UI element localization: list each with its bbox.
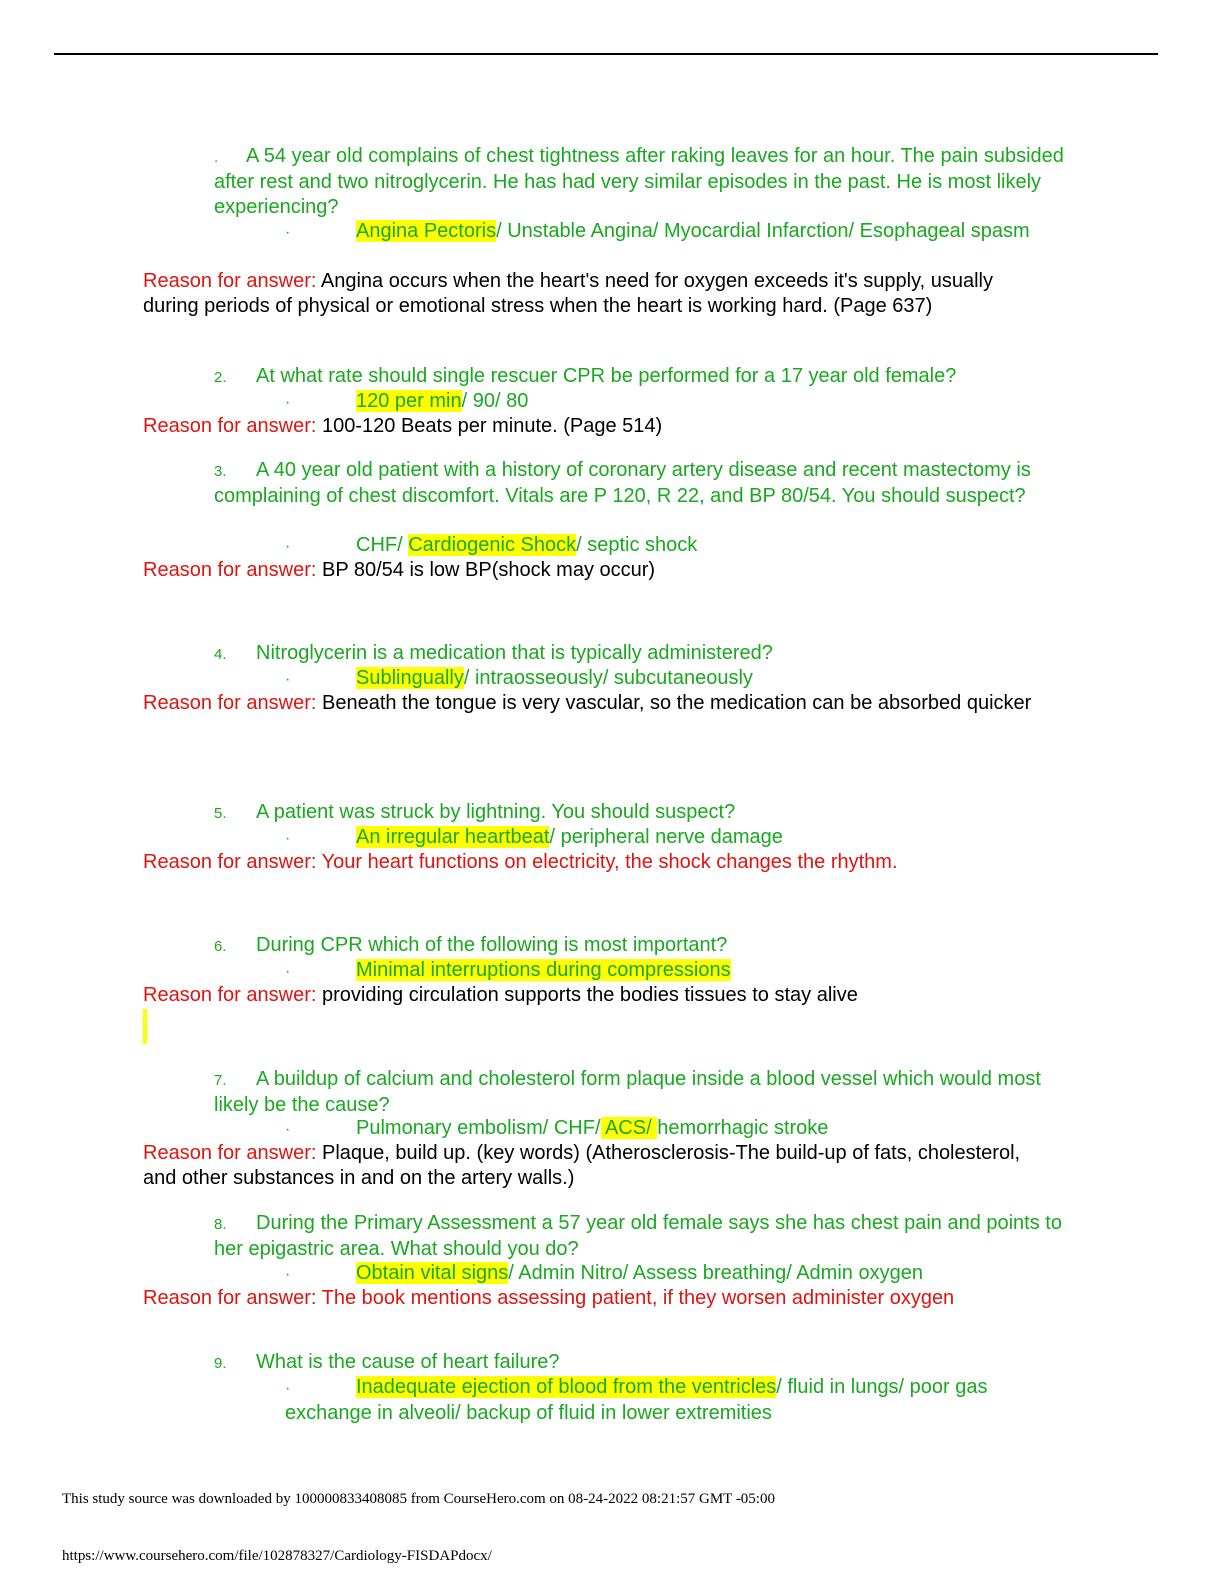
question-number: 6. <box>214 938 227 955</box>
reason-text: Angina occurs when the heart's need for oxygen exceeds it's supply, usually during periods of physical or emotional stress when the heart is working hard. (Page 637) <box>143 270 993 317</box>
answer-options-3: · CHF/ Cardiogenic Shock/ septic shock <box>285 533 1065 559</box>
reason-text: BP 80/54 is low BP(shock may occur) <box>321 559 656 581</box>
reason-label: Reason for answer: <box>143 692 322 714</box>
question-text: Nitroglycerin is a medication that is typically administered? <box>256 642 773 664</box>
answer-options-8: · Obtain vital signs/ Admin Nitro/ Assess breathing/ Admin oxygen <box>285 1261 1065 1287</box>
source-url-link[interactable]: https://www.coursehero.com/file/102878327/Cardiology-FISDAPdocx/ <box>62 1548 492 1564</box>
header-rule <box>54 53 1158 55</box>
reason-5 <box>143 850 1043 875</box>
reason-text: Plaque, build up. (key words) (Atherosclerosis-The build-up of fats, cholesterol, and other substances in and on the artery walls.) <box>143 1142 1021 1189</box>
answer-options-6 <box>285 958 1065 984</box>
reason-label: Reason for answer: <box>143 984 322 1006</box>
reason-2 <box>143 414 1043 439</box>
answer-options-5: · An irregular heartbeat/ peripheral nerve damage <box>285 825 1065 851</box>
correct-answer: Cardiogenic Shock <box>408 534 577 556</box>
reason-6 <box>143 983 1043 1008</box>
question-text: A patient was struck by lightning. You should suspect? <box>256 801 736 823</box>
question-2 <box>214 364 1074 390</box>
bullet-icon: · <box>285 963 291 980</box>
question-number: 5. <box>214 805 227 822</box>
question-text: During CPR which of the following is most important? <box>256 934 728 956</box>
bullet-icon: · <box>285 830 291 847</box>
question-9 <box>214 1350 1074 1376</box>
answer-options-2: · 120 per min/ 90/ 80 <box>285 389 1065 415</box>
question-number: 9. <box>214 1355 227 1372</box>
reason-text: The book mentions assessing patient, if they worsen administer oxygen <box>321 1287 955 1309</box>
question-1 <box>214 144 1074 220</box>
reason-text: Beneath the tongue is very vascular, so the medication can be absorbed quicker <box>321 692 1032 714</box>
bullet-icon: · <box>285 538 291 555</box>
bullet-icon: · <box>285 671 291 688</box>
reason-8 <box>143 1286 1043 1311</box>
reason-label: Reason for answer: <box>143 1287 322 1309</box>
question-6 <box>214 933 1074 959</box>
question-3 <box>214 458 1074 509</box>
highlight-mark <box>143 1009 147 1044</box>
download-notice: This study source was downloaded by 100000833408085 from CourseHero.com on 08-24-2022 08:21:57 GMT -05:00 <box>62 1491 775 1507</box>
question-text: During the Primary Assessment a 57 year old female says she has chest pain and points to her epigastric area. What should you do? <box>214 1212 1062 1260</box>
correct-answer: ACS/ <box>600 1117 658 1139</box>
question-number: 4. <box>214 646 227 663</box>
reason-4 <box>143 691 1043 716</box>
correct-answer: Obtain vital signs <box>356 1262 509 1284</box>
reason-text: providing circulation supports the bodies tissues to stay alive <box>321 984 858 1006</box>
answer-options-1: · Angina Pectoris/ Unstable Angina/ Myocardial Infarction/ Esophageal spasm <box>285 219 1065 245</box>
question-text: A 54 year old complains of chest tightness after raking leaves for an hour. The pain subsided after rest and two nitroglycerin. He has had very similar episodes in the past. He is most likely experiencing? <box>214 145 1064 218</box>
bullet-icon: · <box>285 394 291 411</box>
reason-label: Reason for answer: <box>143 851 322 873</box>
answer-options-7: · Pulmonary embolism/ CHF/ ACS/ hemorrhagic stroke <box>285 1116 1065 1142</box>
answer-options-4: · Sublingually/ intraosseously/ subcutaneously <box>285 666 1065 692</box>
bullet-icon: · <box>285 224 291 241</box>
reason-label: Reason for answer: <box>143 1142 322 1164</box>
question-8 <box>214 1211 1074 1262</box>
question-number: 7. <box>214 1072 227 1089</box>
question-5 <box>214 800 1074 826</box>
bullet-icon: · <box>285 1266 291 1283</box>
reason-3 <box>143 558 1043 583</box>
question-number: 3. <box>214 463 227 480</box>
reason-7 <box>143 1141 1043 1191</box>
correct-answer: Inadequate ejection of blood from the ventricles <box>356 1376 777 1398</box>
question-text: What is the cause of heart failure? <box>256 1351 560 1373</box>
question-text: At what rate should single rescuer CPR be performed for a 17 year old female? <box>256 365 957 387</box>
bullet-icon: · <box>285 1121 291 1138</box>
correct-answer: 120 per min <box>356 390 462 412</box>
question-7 <box>214 1067 1074 1118</box>
reason-text: Your heart functions on electricity, the shock changes the rhythm. <box>321 851 898 873</box>
bullet-icon: · <box>285 1380 291 1397</box>
reason-text: 100-120 Beats per minute. (Page 514) <box>321 415 663 437</box>
answer-options-9: · Inadequate ejection of blood from the ventricles/ fluid in lungs/ poor gas exchange in alveoli/ backup of fluid in lower extremities <box>285 1376 988 1424</box>
question-4 <box>214 641 1074 667</box>
reason-label: Reason for answer: <box>143 270 321 292</box>
correct-answer: An irregular heartbeat <box>356 826 550 848</box>
question-number: 2. <box>214 369 227 386</box>
question-number: . <box>214 149 219 166</box>
correct-answer: Minimal interruptions during compressions <box>356 959 731 981</box>
reason-1 <box>143 269 1043 319</box>
reason-label: Reason for answer: <box>143 559 322 581</box>
correct-answer: Sublingually <box>356 667 464 689</box>
reason-label: Reason for answer: <box>143 415 322 437</box>
correct-answer: Angina Pectoris <box>356 220 497 242</box>
question-text: A 40 year old patient with a history of coronary artery disease and recent mastectomy is complaining of chest discomfort. Vitals are P 120, R 22, and BP 80/54. You should suspect? <box>214 459 1031 507</box>
question-number: 8. <box>214 1216 227 1233</box>
question-text: A buildup of calcium and cholesterol form plaque inside a blood vessel which would most likely be the cause? <box>214 1068 1041 1116</box>
